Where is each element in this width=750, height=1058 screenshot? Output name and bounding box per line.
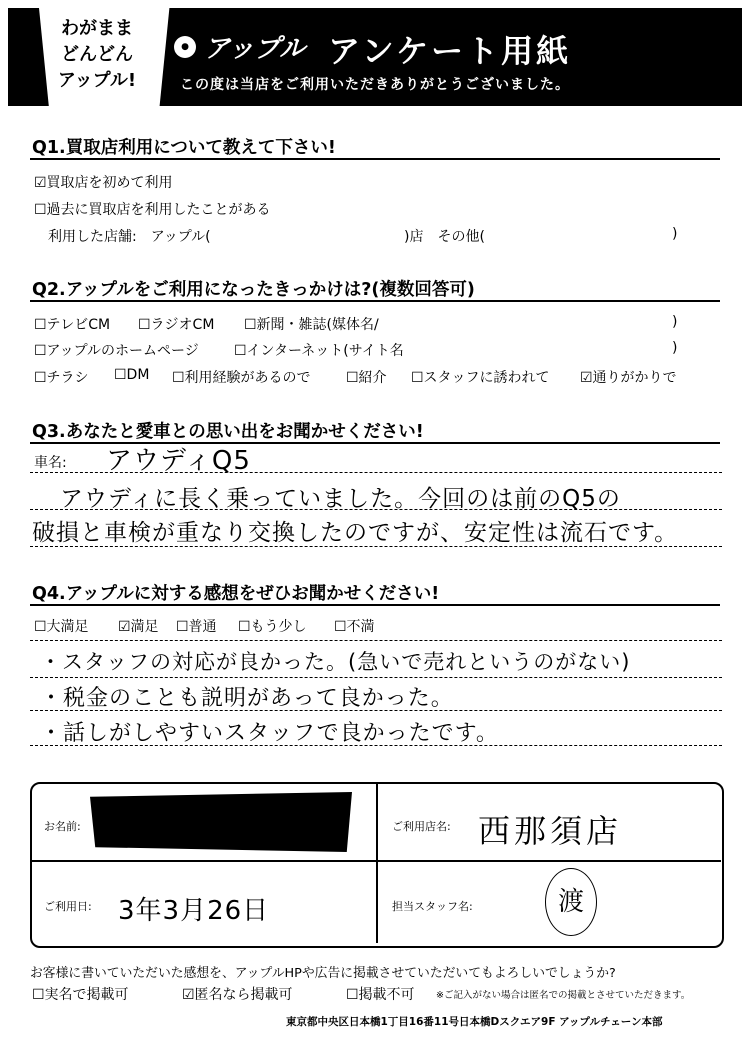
q4-option-so-so[interactable]: ☐もう少し: [238, 619, 307, 635]
q3-car-label: 車名:: [34, 455, 67, 471]
q3-rule-3: [30, 546, 722, 548]
store-value[interactable]: 西那須店: [478, 812, 623, 850]
publish-option-real-name[interactable]: ☐実名で掲載可: [32, 987, 129, 1003]
q2-option-internet[interactable]: ☐インターネット(サイト名: [234, 343, 404, 359]
q2-option-passing-by[interactable]: ☑通りがかりで: [580, 370, 677, 386]
staff-label: 担当スタッフ名:: [392, 900, 473, 913]
name-label: お名前:: [44, 820, 81, 833]
q4-rule-3: [30, 710, 722, 712]
q3-memory-line-2[interactable]: 破損と車検が重なり交換したのですが、安定性は流石です。: [32, 520, 679, 546]
q4-comment-1[interactable]: ・スタッフの対応が良かった。(急いで売れというのがない): [40, 650, 631, 674]
publish-option-anonymous[interactable]: ☑匿名なら掲載可: [182, 987, 293, 1003]
q3-rule-1: [30, 472, 722, 474]
q4-rule-2: [30, 677, 722, 679]
q1-option-used-before[interactable]: ☐過去に買取店を利用したことがある: [34, 202, 271, 218]
q2-option-referral[interactable]: ☐紹介: [346, 370, 387, 386]
page-title: アンケート用紙: [328, 32, 572, 70]
q3-car-name[interactable]: アウディQ5: [106, 446, 251, 476]
q2-option-staff[interactable]: ☐スタッフに誘われて: [411, 370, 550, 386]
name-redaction: [90, 792, 352, 852]
q1-divider: [30, 158, 720, 160]
date-value[interactable]: 3年3月26日: [118, 896, 270, 926]
q4-rule-1: [30, 640, 722, 642]
q4-rule-4: [30, 745, 722, 747]
q2-row2-close: ): [672, 340, 678, 356]
q1-title: Q1.買取店利用について教えて下さい!: [32, 138, 336, 158]
apple-logo-icon: ●: [174, 36, 196, 58]
q2-option-radio[interactable]: ☐ラジオCM: [138, 317, 215, 333]
brand-logo: アップル: [204, 34, 306, 64]
header-banner: [8, 8, 742, 106]
publish-note: ※ご記入がない場合は匿名での掲載とさせていただきます。: [436, 990, 691, 1001]
q2-option-flyer[interactable]: ☐チラシ: [34, 370, 89, 386]
q4-comment-2[interactable]: ・税金のことも説明があって良かった。: [40, 686, 454, 711]
q4-option-very-satisfied[interactable]: ☐大満足: [34, 619, 89, 635]
q4-title: Q4.アップルに対する感想をぜひお聞かせください!: [32, 584, 440, 604]
q2-option-experience[interactable]: ☐利用経験があるので: [172, 370, 311, 386]
q2-option-homepage[interactable]: ☐アップルのホームページ: [34, 343, 199, 359]
q2-row1-close: ): [672, 314, 678, 330]
page-subtitle: この度は当店をご利用いただきありがとうございました。: [180, 77, 570, 93]
q1-other-close: ): [672, 226, 678, 242]
q2-option-newspaper[interactable]: ☐新聞・雑誌(媒体名/: [244, 317, 379, 333]
q2-divider: [30, 300, 720, 302]
q2-option-dm[interactable]: ☐DM: [114, 367, 150, 383]
info-box-horizontal-divider: [31, 860, 721, 862]
q4-option-satisfied[interactable]: ☑満足: [118, 619, 159, 635]
q4-option-normal[interactable]: ☐普通: [176, 619, 217, 635]
q3-memory-line-1[interactable]: アウディに長く乗っていました。今回のは前のQ5の: [60, 486, 621, 512]
publish-question: お客様に書いていただいた感想を、アップルHPや広告に掲載させていただいてもよろしいでしょうか?: [30, 966, 616, 981]
q3-rule-2: [30, 509, 722, 511]
q4-comment-3[interactable]: ・話しがしやすいスタッフで良かったです。: [40, 721, 499, 746]
q2-option-tv[interactable]: ☐テレビCM: [34, 317, 111, 333]
q4-option-dissatisfied[interactable]: ☐不満: [334, 619, 375, 635]
q4-divider: [30, 604, 720, 606]
q3-title: Q3.あなたと愛車との思い出をお聞かせください!: [32, 422, 424, 442]
staff-stamp: 渡: [545, 868, 597, 936]
date-label: ご利用日:: [44, 900, 92, 913]
q1-store-label: 利用した店舗: アップル(: [48, 229, 211, 245]
q2-title: Q2.アップルをご利用になったきっかけは?(複数回答可): [32, 280, 475, 300]
publish-option-no[interactable]: ☐掲載不可: [346, 987, 415, 1003]
q1-option-first-time[interactable]: ☑買取店を初めて利用: [34, 175, 173, 191]
q1-store-close: )店 その他(: [404, 229, 485, 245]
company-address: 東京都中央区日本橋1丁目16番11号日本橋Dスクエア9F アップルチェーン本部: [286, 1016, 663, 1028]
slogan-text: わがまま どんどん アップル!: [57, 18, 137, 91]
info-box-vertical-divider: [376, 783, 378, 943]
store-label: ご利用店名:: [392, 820, 451, 833]
